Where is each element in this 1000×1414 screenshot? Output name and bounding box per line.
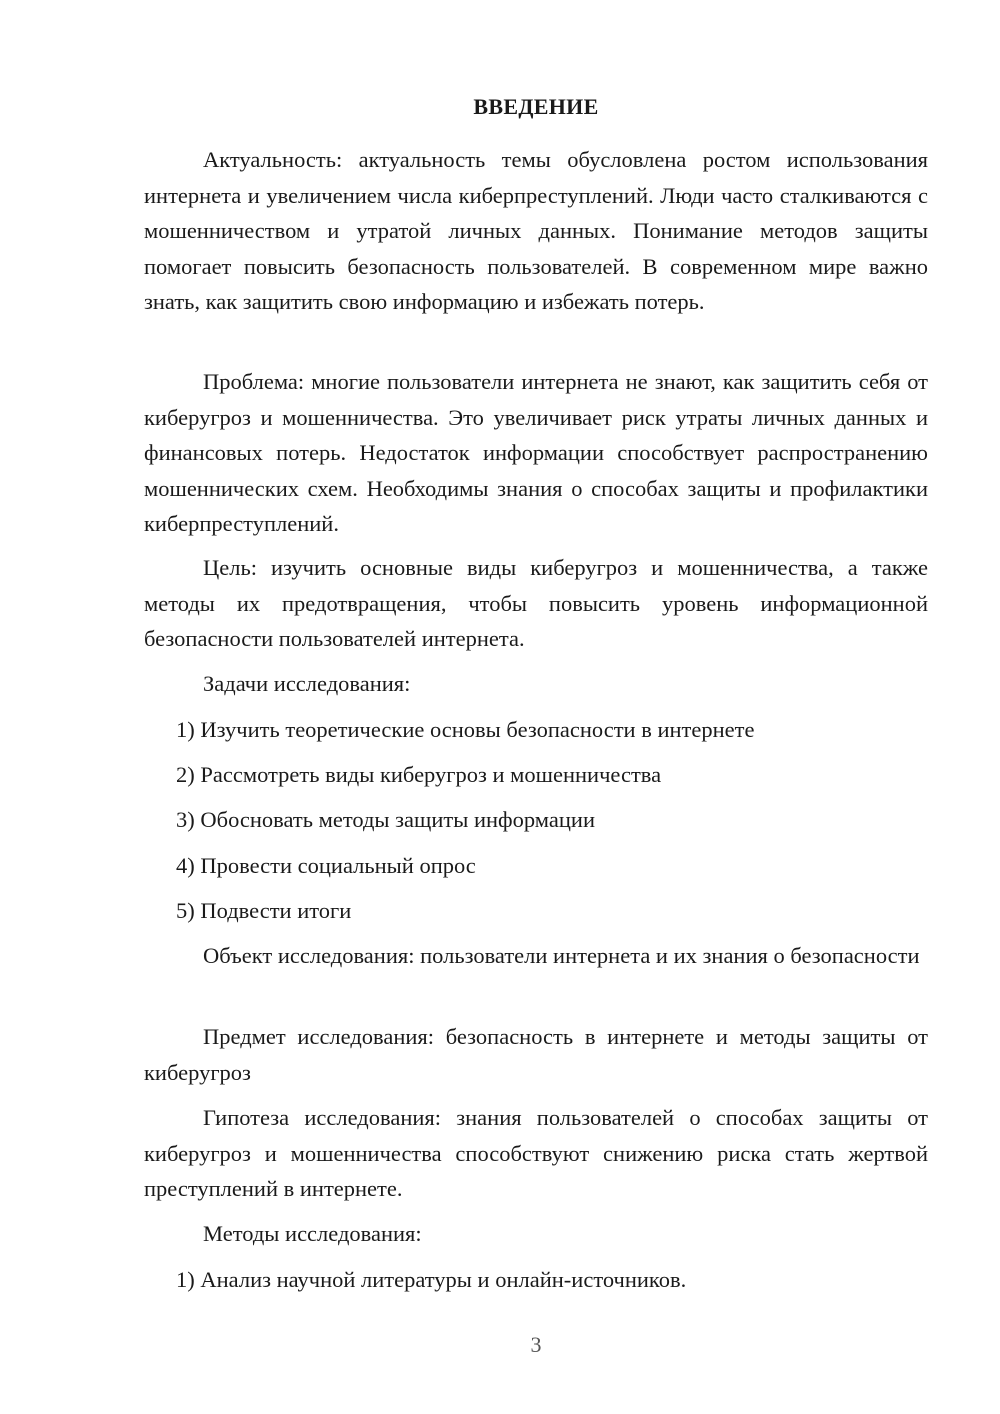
method-item-1: 1) Анализ научной литературы и онлайн-источников. <box>176 1267 687 1292</box>
task-item-5: 5) Подвести итоги <box>176 898 352 923</box>
tasks-heading: Задачи исследования: <box>203 671 411 696</box>
paragraph-hypothesis: Гипотеза исследования: знания пользователей о способах защиты от киберугроз и мошенничества способствуют снижению риска стать жертвой преступлений в интернете. <box>144 1105 928 1201</box>
section-title: ВВЕДЕНИЕ <box>473 94 599 119</box>
paragraph-goal: Цель: изучить основные виды киберугроз и мошенничества, а также методы их предотвращения, чтобы повысить уровень информационной безопасности пользователей интернета. <box>144 555 928 651</box>
paragraph-relevance: Актуальность: актуальность темы обусловлена ростом использования интернета и увеличением числа киберпреступлений. Люди часто сталкиваются с мошенничеством и утратой личных данных. Понимание методов защиты помогает повысить безопасность пользователей. В современном мире важно знать, как защитить свою информацию и избежать потерь. <box>144 147 928 314</box>
page-number: 3 <box>530 1332 542 1357</box>
paragraph-object: Объект исследования: пользователи интернета и их знания о безопасности <box>203 943 920 968</box>
task-item-4: 4) Провести социальный опрос <box>176 853 476 878</box>
paragraph-subject: Предмет исследования: безопасность в интернете и методы защиты от киберугроз <box>144 1024 928 1085</box>
methods-heading: Методы исследования: <box>203 1221 422 1246</box>
paragraph-problem: Проблема: многие пользователи интернета не знают, как защитить себя от киберугроз и мошенничества. Это увеличивает риск утраты личных данных и финансовых потерь. Недостаток информации способствует распространению мошеннических схем. Необходимы знания о способах защиты и профилактики киберпреступлений. <box>144 369 928 536</box>
task-item-1: 1) Изучить теоретические основы безопасности в интернете <box>176 717 755 742</box>
task-item-3: 3) Обосновать методы защиты информации <box>176 807 595 832</box>
task-item-2: 2) Рассмотреть виды киберугроз и мошенничества <box>176 762 662 787</box>
